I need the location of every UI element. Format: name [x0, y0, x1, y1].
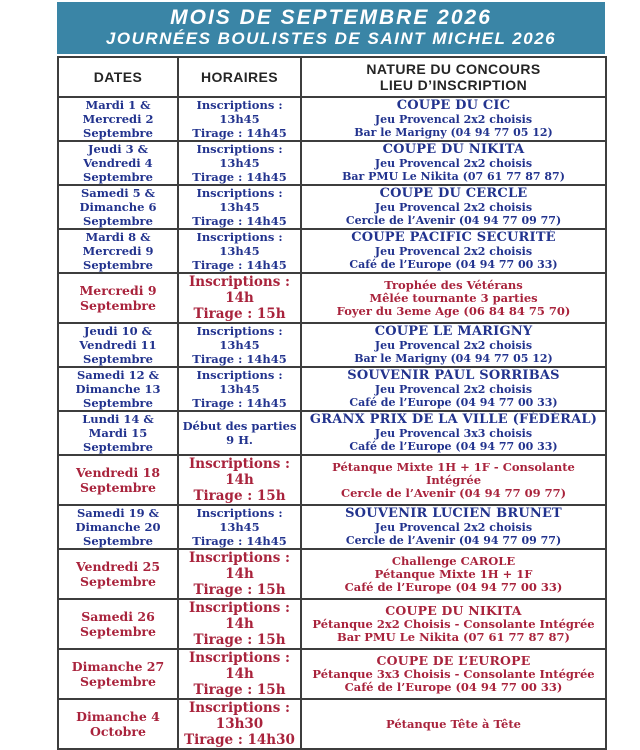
table-row [58, 229, 606, 273]
dates-line: Mardi 15 Septembre [83, 426, 153, 454]
horaires-line: Tirage : 14h45 [192, 534, 287, 548]
horaires-cell [178, 141, 301, 185]
dates-line: Dimanche 6 Septembre [79, 200, 157, 228]
dates-line: Mercredi 2 Septembre [82, 112, 154, 140]
nature-line: Mêlée tournante 3 parties [369, 290, 538, 305]
dates-cell [58, 649, 178, 699]
nature-line: COUPE DU CIC [396, 98, 511, 113]
schedule-table [57, 56, 607, 750]
nature-line: SOUVENIR PAUL SORRIBAS [347, 368, 560, 383]
table-row [58, 273, 606, 323]
nature-line: Cercle de l’Avenir (04 94 77 09 77) [340, 485, 567, 500]
dates-line: Mardi 1 & [85, 98, 151, 112]
dates-line: Jeudi 10 & [84, 324, 152, 338]
horaires-line: Tirage : 15h [193, 582, 286, 598]
horaires-line: Inscriptions : 13h45 [196, 324, 283, 352]
dates-cell [58, 599, 178, 649]
dates-cell [58, 505, 178, 549]
nature-line: Café de l’Europe (04 94 77 00 33) [344, 680, 563, 694]
horaires-line: Inscriptions : 13h30 [188, 700, 291, 732]
schedule-body [58, 97, 606, 749]
nature-cell [301, 411, 606, 455]
horaires-line: Inscriptions : 14h [188, 600, 291, 632]
title-banner [57, 2, 605, 54]
dates-cell [58, 141, 178, 185]
dates-cell [58, 455, 178, 505]
nature-line: GRANX PRIX DE LA VILLE (FÉDÉRAL) [309, 412, 598, 427]
dates-cell [58, 411, 178, 455]
header-nature-line1: NATURE DU CONCOURS [366, 61, 541, 77]
horaires-cell [178, 229, 301, 273]
banner-title: MOIS DE SEPTEMBRE 2026 [170, 6, 492, 29]
table-row [58, 599, 606, 649]
dates-line: Vendredi 25 Septembre [75, 559, 161, 589]
horaires-cell [178, 649, 301, 699]
table-row [58, 141, 606, 185]
dates-line: Samedi 19 & [76, 506, 160, 520]
table-row [58, 649, 606, 699]
nature-line: COUPE DE L’EUROPE [376, 653, 531, 668]
horaires-line: Tirage : 14h45 [192, 258, 287, 272]
nature-cell [301, 229, 606, 273]
nature-line: Bar le Marigny (04 94 77 05 12) [354, 126, 553, 139]
table-row [58, 699, 606, 749]
nature-line: Pétanque Mixte 1H + 1F [374, 566, 533, 581]
horaires-line: Tirage : 14h45 [192, 352, 287, 366]
horaires-line: Inscriptions : 13h45 [196, 230, 283, 258]
nature-line: Foyer du 3eme Age (06 84 84 75 70) [336, 303, 571, 318]
dates-cell [58, 367, 178, 411]
dates-line: Jeudi 3 & [88, 142, 148, 156]
horaires-line: Tirage : 15h [193, 306, 286, 322]
horaires-line: Tirage : 14h45 [192, 126, 287, 140]
dates-line: Dimanche 27 Septembre [71, 659, 165, 689]
table-row [58, 323, 606, 367]
horaires-cell [178, 323, 301, 367]
nature-line: Jeu Provencal 2x2 choisis [374, 201, 533, 214]
dates-cell [58, 229, 178, 273]
nature-line: Jeu Provencal 2x2 choisis [374, 245, 533, 258]
horaires-line: Inscriptions : 13h45 [196, 142, 283, 170]
dates-line: Vendredi 4 Septembre [83, 156, 153, 184]
horaires-line: Tirage : 14h45 [192, 214, 287, 228]
nature-line: Pétanque 2x2 Choisis - Consolante Intégrée [312, 617, 595, 631]
nature-line: Pétanque Mixte 1H + 1F - Consolante Intégrée [332, 459, 575, 487]
banner-subtitle: JOURNÉES BOULISTES DE SAINT MICHEL 2026 [105, 29, 557, 48]
nature-line: Pétanque Tête à Tête [385, 716, 521, 731]
nature-cell [301, 273, 606, 323]
nature-line: Café de l’Europe (04 94 77 00 33) [344, 579, 563, 594]
horaires-line: Inscriptions : 13h45 [196, 506, 283, 534]
horaires-line: Inscriptions : 14h [188, 550, 291, 582]
dates-cell [58, 97, 178, 141]
table-row [58, 455, 606, 505]
dates-line: Vendredi 11 Septembre [79, 338, 157, 366]
horaires-line: Inscriptions : 14h [188, 650, 291, 682]
horaires-cell [178, 699, 301, 749]
dates-line: Lundi 14 & [82, 412, 154, 426]
nature-line: Jeu Provencal 3x3 choisis [374, 427, 533, 440]
horaires-cell [178, 549, 301, 599]
dates-line: Dimanche 4 Octobre [76, 709, 160, 739]
header-dates: DATES [58, 57, 178, 97]
table-row [58, 505, 606, 549]
horaires-line: Tirage : 14h45 [192, 396, 287, 410]
nature-cell [301, 367, 606, 411]
dates-cell [58, 185, 178, 229]
nature-line: Café de l’Europe (04 94 77 00 33) [349, 440, 558, 453]
nature-line: COUPE DU NIKITA [385, 603, 522, 618]
dates-cell [58, 549, 178, 599]
horaires-line: Tirage : 14h45 [192, 170, 287, 184]
horaires-cell [178, 185, 301, 229]
nature-line: Jeu Provencal 2x2 choisis [374, 157, 533, 170]
nature-line: Café de l’Europe (04 94 77 00 33) [349, 258, 558, 271]
table-row [58, 549, 606, 599]
horaires-line: Inscriptions : 14h [188, 274, 291, 306]
nature-cell [301, 505, 606, 549]
nature-cell [301, 141, 606, 185]
nature-cell [301, 649, 606, 699]
dates-line: Dimanche 20 Septembre [75, 520, 161, 548]
header-row [58, 57, 606, 97]
horaires-line: Inscriptions : 14h [188, 456, 291, 488]
schedule-sheet [57, 2, 605, 750]
table-row [58, 97, 606, 141]
nature-line: Jeu Provencal 2x2 choisis [374, 383, 533, 396]
table-row [58, 411, 606, 455]
horaires-line: Inscriptions : 13h45 [196, 368, 283, 396]
dates-line: Mardi 8 & [85, 230, 151, 244]
horaires-line: Tirage : 15h [193, 632, 286, 648]
nature-line: COUPE DU NIKITA [382, 142, 525, 157]
horaires-cell [178, 599, 301, 649]
nature-cell [301, 97, 606, 141]
nature-line: Cercle de l’Avenir (04 94 77 09 77) [345, 534, 562, 547]
header-horaires: HORAIRES [178, 57, 301, 97]
nature-line: Cercle de l’Avenir (04 94 77 09 77) [345, 214, 562, 227]
nature-line: Bar PMU Le Nikita (07 61 77 87 87) [337, 630, 570, 644]
nature-cell [301, 185, 606, 229]
nature-line: Café de l’Europe (04 94 77 00 33) [349, 396, 558, 409]
nature-line: Pétanque 3x3 Choisis - Consolante Intégrée [312, 667, 595, 681]
nature-cell [301, 455, 606, 505]
horaires-cell [178, 455, 301, 505]
horaires-cell [178, 367, 301, 411]
dates-line: Dimanche 13 Septembre [75, 382, 161, 410]
nature-cell [301, 323, 606, 367]
nature-line: Jeu Provencal 2x2 choisis [374, 339, 533, 352]
horaires-line: Tirage : 14h30 [184, 732, 295, 748]
horaires-line: Début des parties [182, 419, 297, 433]
nature-line: COUPE LE MARIGNY [374, 324, 533, 339]
nature-line: COUPE PACIFIC SECURITÉ [351, 230, 556, 245]
horaires-line: Tirage : 15h [193, 682, 286, 698]
horaires-cell [178, 273, 301, 323]
nature-line: Jeu Provencal 2x2 choisis [374, 113, 533, 126]
nature-line: COUPE DU CERCLE [379, 186, 528, 201]
nature-line: SOUVENIR LUCIEN BRUNET [345, 506, 562, 521]
horaires-line: Inscriptions : 13h45 [196, 98, 283, 126]
nature-cell [301, 549, 606, 599]
nature-line: Bar PMU Le Nikita (07 61 77 87 87) [342, 170, 565, 183]
horaires-cell [178, 411, 301, 455]
dates-line: Mercredi 9 Septembre [79, 283, 157, 313]
nature-cell [301, 699, 606, 749]
nature-cell [301, 599, 606, 649]
nature-line: Bar le Marigny (04 94 77 05 12) [354, 352, 553, 365]
table-row [58, 367, 606, 411]
nature-line: Challenge CAROLE [391, 553, 516, 568]
dates-line: Mercredi 9 Septembre [82, 244, 154, 272]
horaires-line: 9 H. [226, 433, 253, 447]
header-nature-line2: LIEU D’INSCRIPTION [379, 77, 528, 93]
horaires-cell [178, 505, 301, 549]
dates-line: Samedi 26 Septembre [80, 609, 156, 639]
dates-line: Samedi 12 & [76, 368, 160, 382]
table-row [58, 185, 606, 229]
horaires-line: Inscriptions : 13h45 [196, 186, 283, 214]
dates-cell [58, 699, 178, 749]
dates-line: Samedi 5 & [80, 186, 156, 200]
horaires-line: Tirage : 15h [193, 488, 286, 504]
dates-cell [58, 273, 178, 323]
horaires-cell [178, 97, 301, 141]
nature-line: Trophée des Vétérans [384, 277, 523, 292]
header-nature [301, 57, 606, 97]
dates-cell [58, 323, 178, 367]
nature-line: Jeu Provencal 2x2 choisis [374, 521, 533, 534]
dates-line: Vendredi 18 Septembre [75, 465, 161, 495]
